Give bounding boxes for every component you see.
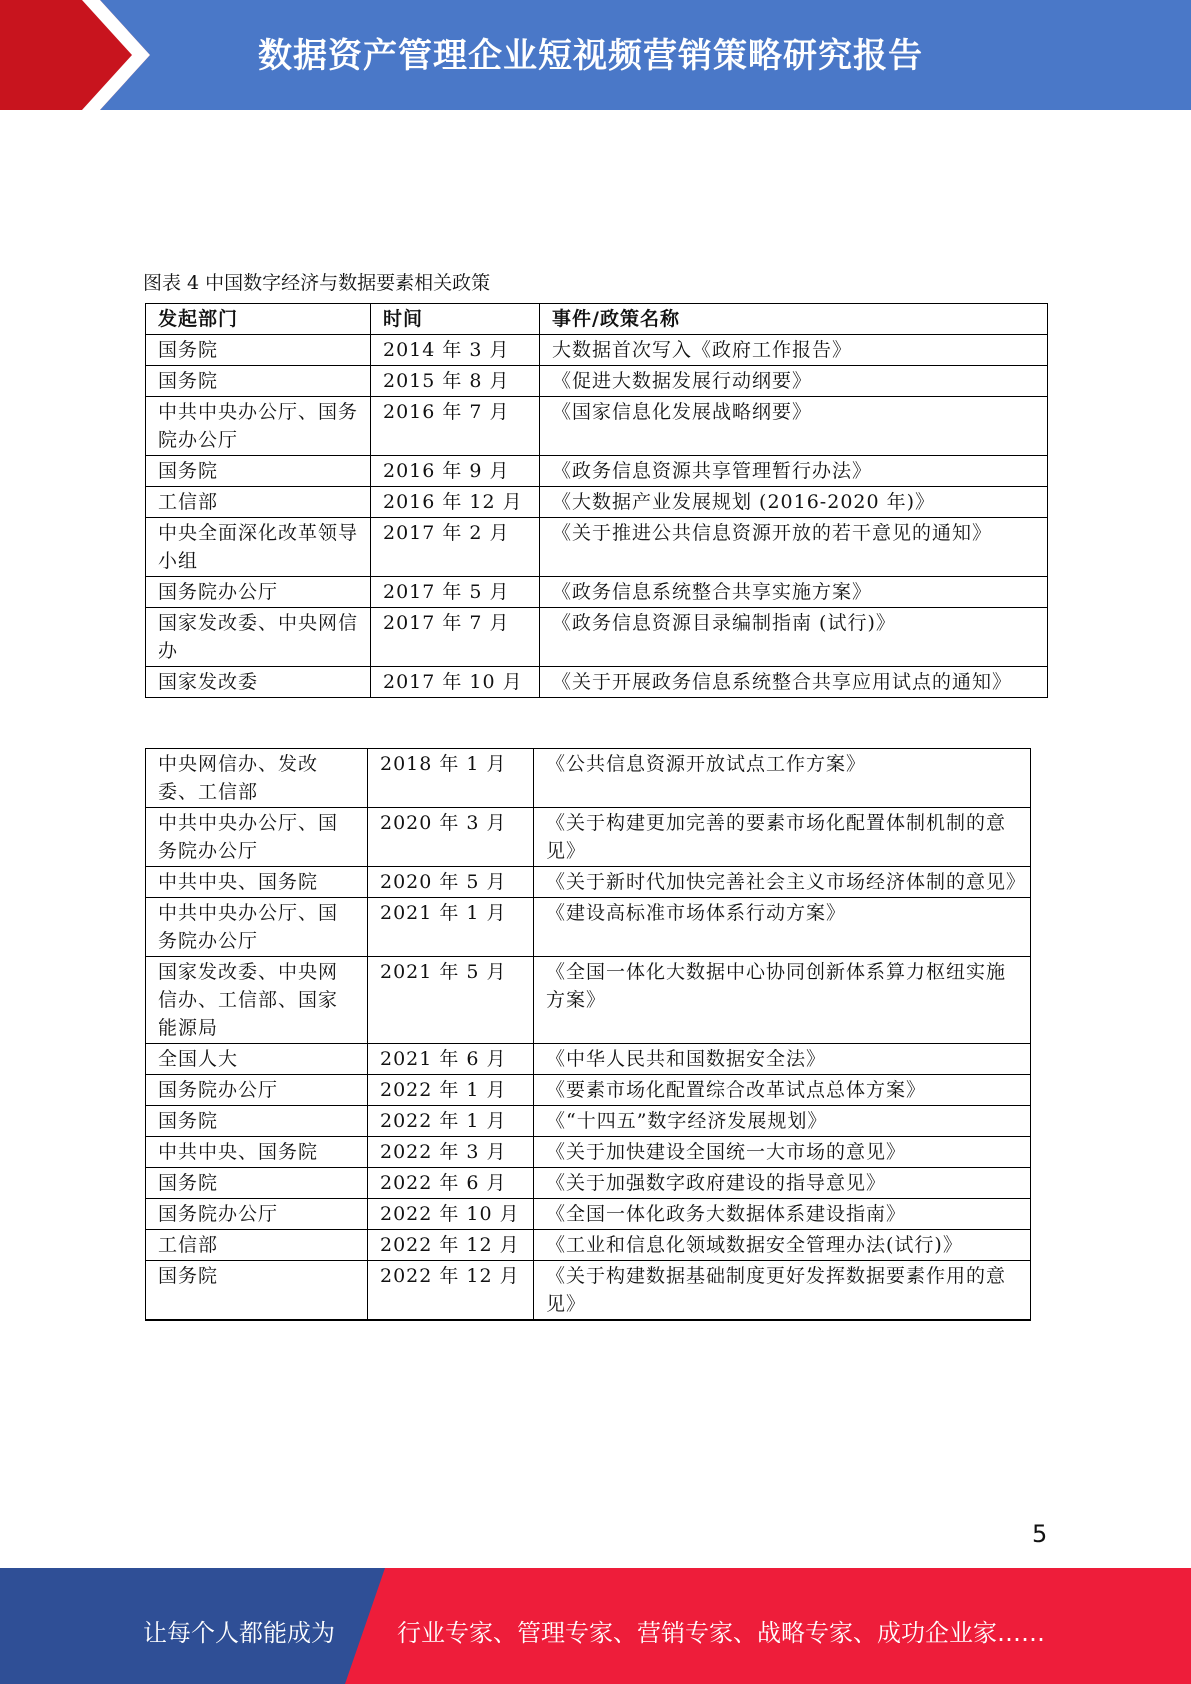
cell-department: 国务院办公厅: [146, 1199, 368, 1230]
footer-slogan-left: 让每个人都能成为: [143, 1619, 335, 1647]
cell-time: 2016 年 12 月: [371, 487, 540, 518]
cell-time: 2022 年 6 月: [368, 1168, 534, 1199]
page-number: 5: [1032, 1520, 1048, 1548]
cell-policy: 《关于构建更加完善的要素市场化配置体制机制的意见》: [534, 808, 1031, 867]
cell-policy: 《关于开展政务信息系统整合共享应用试点的通知》: [540, 667, 1048, 698]
cell-policy: 《关于推进公共信息资源开放的若干意见的通知》: [540, 518, 1048, 577]
header-policy: 事件/政策名称: [540, 304, 1048, 335]
cell-department: 工信部: [146, 487, 371, 518]
table-caption: 图表 4 中国数字经济与数据要素相关政策: [143, 272, 491, 294]
cell-policy: 《政务信息资源共享管理暂行办法》: [540, 456, 1048, 487]
cell-time: 2022 年 12 月: [368, 1261, 534, 1321]
cell-time: 2017 年 2 月: [371, 518, 540, 577]
cell-department: 国务院办公厅: [146, 1075, 368, 1106]
table-row: [146, 1230, 1031, 1261]
table-row: [146, 749, 1031, 808]
cell-time: 2016 年 9 月: [371, 456, 540, 487]
cell-policy: 《关于新时代加快完善社会主义市场经济体制的意见》: [534, 867, 1031, 898]
table-row: [146, 1261, 1031, 1321]
cell-department: 中共中央办公厅、国务院办公厅: [146, 808, 368, 867]
cell-time: 2022 年 1 月: [368, 1106, 534, 1137]
footer-slogan-right: 行业专家、管理专家、营销专家、战略专家、成功企业家……: [397, 1619, 1045, 1647]
cell-time: 2022 年 12 月: [368, 1230, 534, 1261]
table-row: [146, 456, 1048, 487]
cell-policy: 大数据首次写入《政府工作报告》: [540, 335, 1048, 366]
cell-time: 2022 年 10 月: [368, 1199, 534, 1230]
cell-time: 2016 年 7 月: [371, 397, 540, 456]
table-header-row: [146, 304, 1048, 335]
cell-time: 2020 年 5 月: [368, 867, 534, 898]
header-arrow-decoration: [0, 0, 150, 110]
cell-policy: 《“十四五”数字经济发展规划》: [534, 1106, 1031, 1137]
cell-policy: 《关于加强数字政府建设的指导意见》: [534, 1168, 1031, 1199]
cell-time: 2021 年 1 月: [368, 898, 534, 957]
cell-time: 2015 年 8 月: [371, 366, 540, 397]
table-row: [146, 1168, 1031, 1199]
table-row: [146, 1199, 1031, 1230]
cell-policy: 《要素市场化配置综合改革试点总体方案》: [534, 1075, 1031, 1106]
cell-policy: 《国家信息化发展战略纲要》: [540, 397, 1048, 456]
table-row: [146, 366, 1048, 397]
cell-time: 2017 年 10 月: [371, 667, 540, 698]
cell-department: 中央网信办、发改委、工信部: [146, 749, 368, 808]
cell-policy: 《建设高标准市场体系行动方案》: [534, 898, 1031, 957]
cell-department: 国务院: [146, 1106, 368, 1137]
table-row: [146, 957, 1031, 1044]
cell-department: 国家发改委: [146, 667, 371, 698]
report-title: 数据资产管理企业短视频营销策略研究报告: [258, 36, 923, 76]
cell-time: 2022 年 3 月: [368, 1137, 534, 1168]
cell-time: 2021 年 6 月: [368, 1044, 534, 1075]
cell-department: 全国人大: [146, 1044, 368, 1075]
cell-time: 2017 年 5 月: [371, 577, 540, 608]
table-row: [146, 518, 1048, 577]
cell-department: 国务院: [146, 1168, 368, 1199]
cell-department: 中共中央办公厅、国务院办公厅: [146, 898, 368, 957]
header-time: 时间: [371, 304, 540, 335]
cell-department: 中央全面深化改革领导小组: [146, 518, 371, 577]
cell-policy: 《全国一体化政务大数据体系建设指南》: [534, 1199, 1031, 1230]
table-row: [146, 898, 1031, 957]
cell-time: 2014 年 3 月: [371, 335, 540, 366]
policy-table-part1: [145, 303, 1048, 698]
cell-department: 国务院: [146, 1261, 368, 1321]
table-row: [146, 1044, 1031, 1075]
table-row: [146, 808, 1031, 867]
cell-department: 中共中央办公厅、国务院办公厅: [146, 397, 371, 456]
cell-policy: 《促进大数据发展行动纲要》: [540, 366, 1048, 397]
cell-time: 2018 年 1 月: [368, 749, 534, 808]
cell-department: 国务院: [146, 335, 371, 366]
table-row: [146, 397, 1048, 456]
cell-department: 国家发改委、中央网信办、工信部、国家能源局: [146, 957, 368, 1044]
cell-policy: 《全国一体化大数据中心协同创新体系算力枢纽实施方案》: [534, 957, 1031, 1044]
cell-department: 国务院: [146, 456, 371, 487]
cell-policy: 《关于加快建设全国统一大市场的意见》: [534, 1137, 1031, 1168]
cell-department: 工信部: [146, 1230, 368, 1261]
cell-department: 中共中央、国务院: [146, 1137, 368, 1168]
table-row: [146, 1075, 1031, 1106]
table-row: [146, 1106, 1031, 1137]
table-row: [146, 1137, 1031, 1168]
cell-policy: 《政务信息系统整合共享实施方案》: [540, 577, 1048, 608]
cell-department: 中共中央、国务院: [146, 867, 368, 898]
cell-time: 2022 年 1 月: [368, 1075, 534, 1106]
table-row: [146, 577, 1048, 608]
cell-policy: 《大数据产业发展规划 (2016-2020 年)》: [540, 487, 1048, 518]
cell-policy: 《中华人民共和国数据安全法》: [534, 1044, 1031, 1075]
table-row: [146, 335, 1048, 366]
cell-department: 国家发改委、中央网信办: [146, 608, 371, 667]
cell-department: 国务院: [146, 366, 371, 397]
cell-policy: 《政务信息资源目录编制指南 (试行)》: [540, 608, 1048, 667]
table-row: [146, 487, 1048, 518]
table-row: [146, 867, 1031, 898]
header-department: 发起部门: [146, 304, 371, 335]
table-row: [146, 608, 1048, 667]
table-row: [146, 667, 1048, 698]
cell-policy: 《关于构建数据基础制度更好发挥数据要素作用的意见》: [534, 1261, 1031, 1321]
cell-department: 国务院办公厅: [146, 577, 371, 608]
cell-policy: 《公共信息资源开放试点工作方案》: [534, 749, 1031, 808]
cell-policy: 《工业和信息化领域数据安全管理办法(试行)》: [534, 1230, 1031, 1261]
cell-time: 2020 年 3 月: [368, 808, 534, 867]
header-banner: [0, 0, 1191, 110]
cell-time: 2021 年 5 月: [368, 957, 534, 1044]
policy-table-part2: [145, 748, 1031, 1321]
cell-time: 2017 年 7 月: [371, 608, 540, 667]
